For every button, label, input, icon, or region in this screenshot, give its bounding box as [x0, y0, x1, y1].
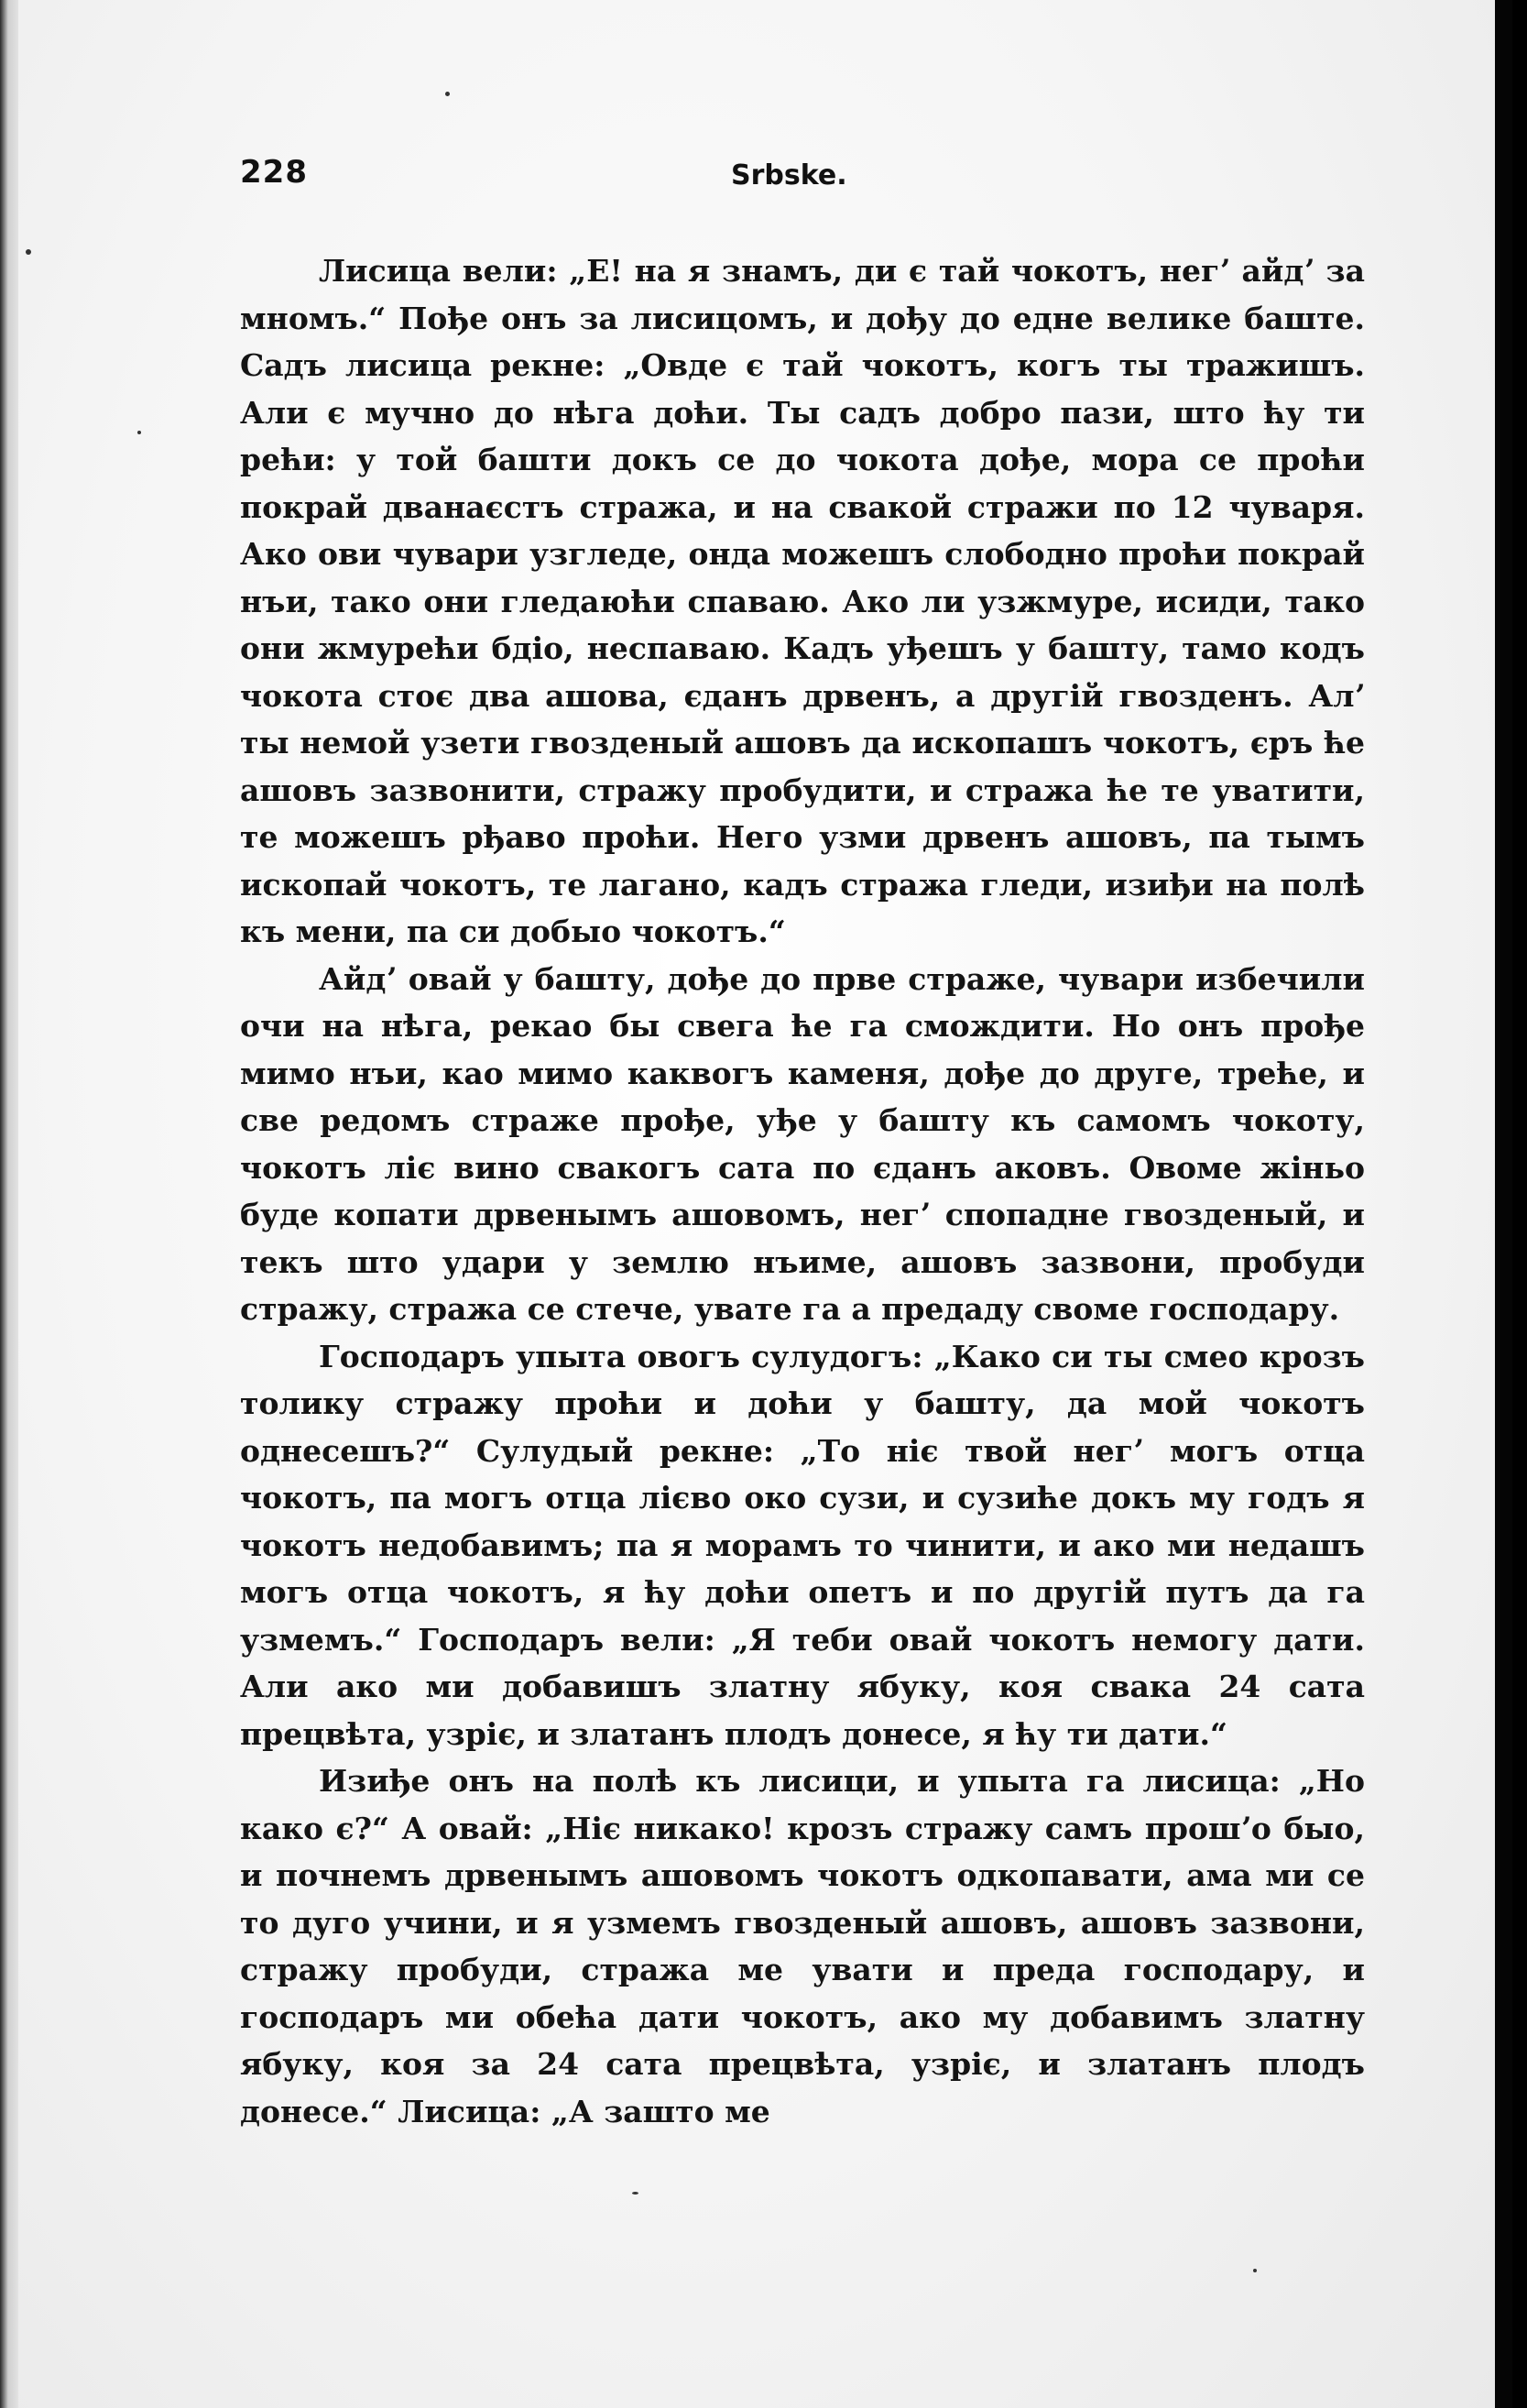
- page-number: 228: [240, 154, 308, 191]
- page-content: [240, 154, 1365, 2135]
- print-speck: [632, 2192, 638, 2195]
- paragraph: Лисица вели: „Е! на я знамъ, ди є тай чокотъ, негʼ айдʼ за мномъ.“ Пође онъ за лисицомъ, и дођу до едне велике баште. Садъ лисица рекне: „Овде є тай чокотъ, когъ ты тражишъ. Али є мучно до нѣга доћи. Ты садъ добро пази, што ћу ти рећи: у той башти докъ се до чокота дође, мора се проћи покрай дванаєстъ стража, и на свакой стражи по 12 чуваря. Ако ови чувари узгледе, онда можешъ слободно проћи покрай нъи, тако они гледаюћи спаваю. Ако ли узжмуре, исиди, тако они жмурећи бдіо, неспаваю. Кадъ уђешъ у башту, тамо кодъ чокота стоє два ашова, єданъ дрвенъ, а другій гвозденъ. Алʼ ты немой узети гвозденый ашовъ да ископашъ чокотъ, єръ ће ашовъ зазвонити, стражу пробудити, и стража ће те уватити, те можешъ рђаво проћи. Него узми дрвенъ ашовъ, па тымъ ископай чокотъ, те лагано, кадъ стража гледи, изиђи на полѣ къ мени, па си добыо чокотъ.“: [240, 253, 1365, 949]
- running-title: Srbske.: [731, 159, 847, 192]
- book-page: [18, 0, 1495, 2408]
- paragraph: Господаръ упыта овогъ сулудогъ: „Како си ты смео крозъ толику стражу проћи и доћи у башту, да мой чокотъ однесешъ?“ Сулудый рекне: „То ніє твой негʼ могъ отца чокотъ, па могъ отца лієво око сузи, и сузиће докъ му годъ я чокотъ недобавимъ; па я морамъ то чинити, и ако ми недашъ могъ отца чокотъ, я ћу доћи опетъ и по другій путъ да га узмемъ.“ Господаръ вели: „Я теби овай чокотъ немогу дати. Али ако ми добавишъ златну ябуку, коя свака 24 сата прецвѣта, узріє, и златанъ плодъ донесе, я ћу ти дати.“: [240, 1338, 1365, 1752]
- paragraph: Айдʼ овай у башту, дође до прве страже, чувари избечили очи на нѣга, рекао бы свега ће га смождити. Но онъ прође мимо нъи, као мимо каквогъ каменя, дође до друге, треће, и све редомъ страже прође, уђе у башту къ самомъ чокоту, чокотъ ліє вино свакогъ сата по єданъ аковъ. Овоме жіньо буде копати дрвенымъ ашовомъ, негʼ спопадне гвозденый, и текъ што удари у землю нъиме, ашовъ зазвони, пробуди стражу, стража се стече, увате га а предаду своме господару.: [240, 960, 1365, 1327]
- print-speck: [137, 431, 141, 434]
- scan-right-edge: [1512, 0, 1527, 2408]
- text-body: [240, 247, 1365, 2135]
- print-speck: [445, 92, 450, 96]
- paragraph: Изиђе онъ на полѣ къ лисици, и упыта га лисица: „Но како є?“ А овай: „Ніє никако! крозъ стражу самъ прошʼо быо, и почнемъ дрвенымъ ашовомъ чокотъ одкопавати, ама ми се то дуго учини, и я узмемъ гвозденый ашовъ, ашовъ зазвони, стражу пробуди, стража ме увати и преда господару, и господаръ ми обећа дати чокотъ, ако му добавимъ златну ябуку, коя за 24 сата прецвѣта, узріє, и златанъ плодъ донесе.“ Лисица: „А зашто ме: [240, 1763, 1365, 2129]
- print-speck: [1253, 2269, 1257, 2272]
- scan-left-edge: [0, 0, 20, 2408]
- running-head: [240, 154, 1365, 205]
- print-speck: [26, 249, 31, 255]
